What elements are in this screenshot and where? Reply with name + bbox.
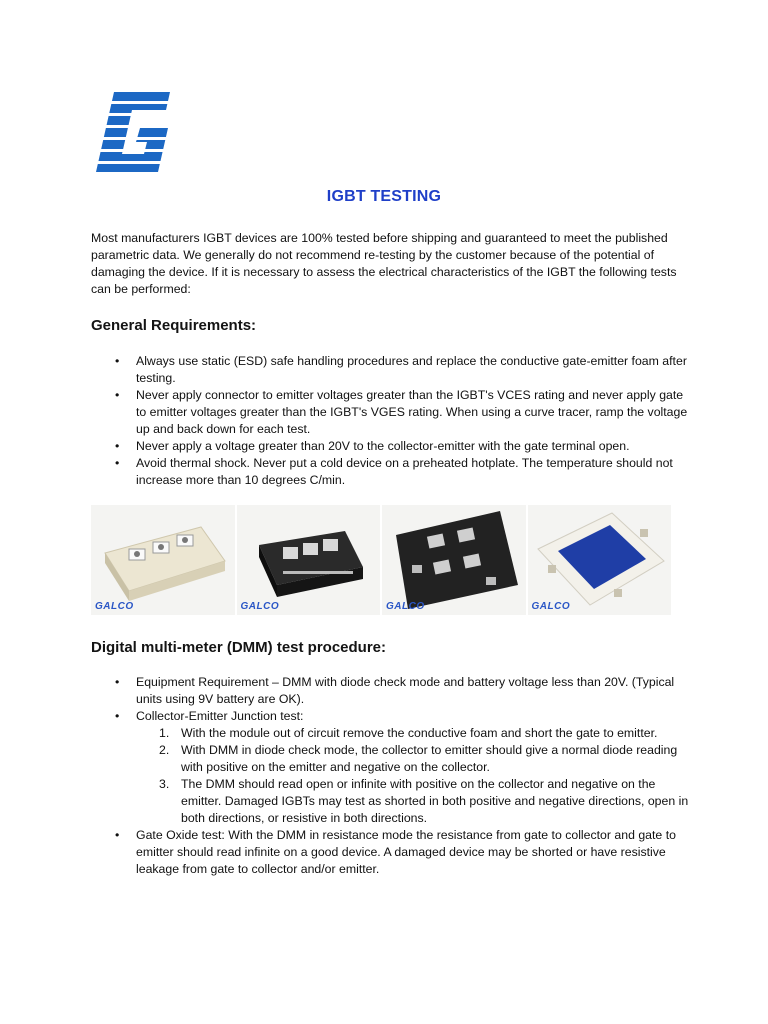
step-item bbox=[136, 742, 691, 776]
dmm-procedure-heading: Digital multi-meter (DMM) test procedure: bbox=[91, 639, 387, 656]
general-requirements-list bbox=[91, 353, 691, 489]
igbt-module-icon bbox=[91, 505, 235, 615]
galco-watermark: GALCO bbox=[95, 601, 134, 612]
galco-watermark: GALCO bbox=[531, 601, 571, 612]
igbt-module-photo-1 bbox=[91, 505, 235, 615]
list-item: • Always use static (ESD) safe handling procedures and replace the conductive gate-emitter foam after testing. bbox=[91, 353, 691, 387]
list-item bbox=[91, 708, 691, 827]
igbt-module-icon bbox=[237, 505, 381, 615]
step-item bbox=[136, 725, 691, 742]
ce-junction-steps bbox=[136, 725, 691, 827]
step-number: 3. bbox=[159, 777, 170, 791]
document-title: IGBT TESTING bbox=[326, 188, 442, 205]
galco-watermark: GALCO bbox=[386, 601, 425, 612]
product-photos bbox=[91, 505, 671, 615]
step-text: With DMM in diode check mode, the collector to emitter should give a normal diode reading with positive on the emitter and negative on the collector. bbox=[181, 743, 678, 774]
list-item: • Equipment Requirement – DMM with diode check mode and battery voltage less than 20V. (Typical units using 9V battery are OK). bbox=[91, 674, 691, 708]
igbt-module-photo-3 bbox=[382, 505, 526, 615]
company-logo-icon bbox=[96, 92, 170, 172]
list-item: • Never apply a voltage greater than 20V to the collector-emitter with the gate terminal open. bbox=[91, 438, 691, 455]
intro-paragraph: Most manufacturers IGBT devices are 100% tested before shipping and guaranteed to meet the published parametric data. We generally do not recommend re-testing by the customer because of the potential of damaging the device. If it is necessary to assess the electrical characteristics of the IGBT the following tests can be performed: bbox=[91, 231, 677, 296]
step-number: 2. bbox=[159, 743, 170, 757]
step-number: 1. bbox=[159, 726, 170, 740]
igbt-module-icon bbox=[528, 505, 672, 615]
ce-junction-heading: Collector-Emitter Junction test: bbox=[136, 709, 304, 723]
igbt-module-icon bbox=[382, 505, 526, 615]
dmm-procedure-list bbox=[91, 674, 691, 878]
step-text: The DMM should read open or infinite with positive on the collector and negative on the emitter. Damaged IGBTs may test as shorted in both positive and negative directions, open in both directions, or resistive in both directions. bbox=[181, 777, 689, 825]
step-item bbox=[136, 776, 691, 827]
step-text: With the module out of circuit remove the conductive foam and short the gate to emitter. bbox=[181, 726, 658, 740]
galco-watermark: GALCO bbox=[240, 601, 280, 612]
general-requirements-heading: General Requirements: bbox=[91, 317, 257, 334]
list-item: • Never apply connector to emitter voltages greater than the IGBT's VCES rating and never apply gate to emitter voltages greater than the IGBT's VGES rating. When using a curve tracer, ramp the voltage up and back down for each test. bbox=[91, 387, 691, 438]
igbt-module-photo-2 bbox=[237, 505, 381, 615]
igbt-module-photo-4 bbox=[528, 505, 672, 615]
list-item: • Avoid thermal shock. Never put a cold device on a preheated hotplate. The temperature should not increase more than 10 degrees C/min. bbox=[91, 455, 691, 489]
list-item: • Gate Oxide test: With the DMM in resistance mode the resistance from gate to collector and gate to emitter should read infinite on a good device. A damaged device may be shorted or have resistive leakage from gate to collector and/or emitter. bbox=[91, 827, 691, 878]
